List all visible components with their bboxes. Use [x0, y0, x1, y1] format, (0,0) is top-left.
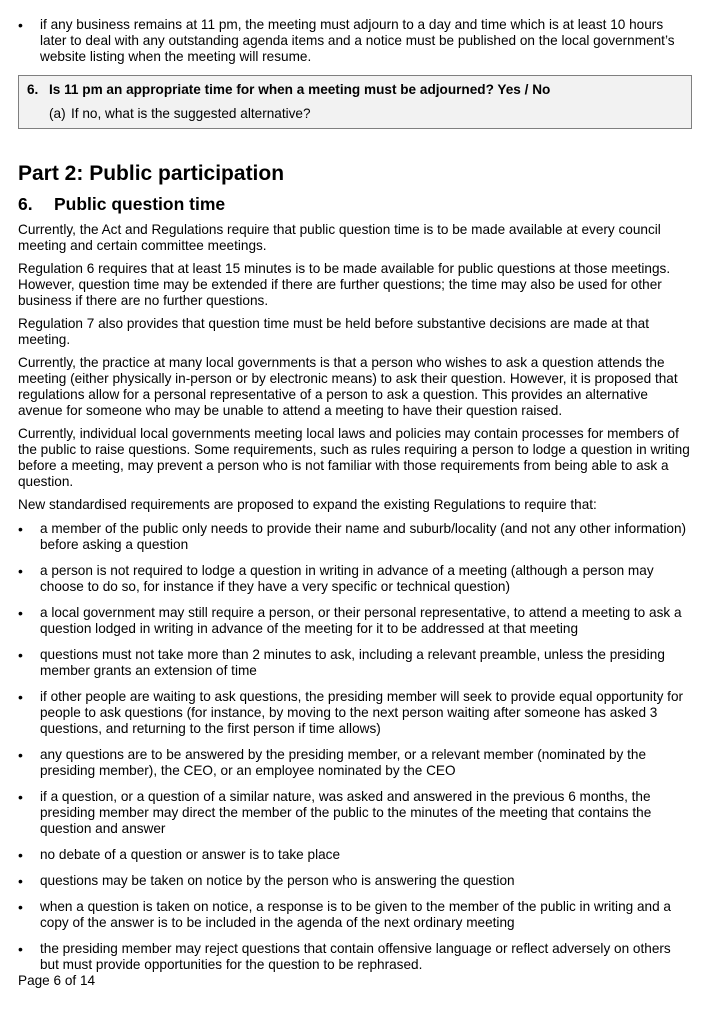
paragraph: Currently, individual local governments meeting local laws and policies may contain processes for members of the public to raise questions. Some requirements, such as rules requiring a person to lodge a question in writing before a meeting, may prevent a person who is not familiar with those requirements from being able to ask a question. [18, 426, 690, 489]
section-heading [18, 193, 692, 215]
paragraph: Currently, the Act and Regulations require that public question time is to be made available at every council meeting and certain committee meetings. [18, 222, 661, 253]
list-item: • when a question is taken on notice, a response is to be given to the member of the public in writing and a copy of the answer is to be included in the agenda of the next ordinary meeting [18, 899, 692, 931]
list-item: • a local government may still require a person, or their personal representative, to attend a meeting to ask a question lodged in writing in advance of the meeting for it to be addressed at that meeting [18, 605, 692, 637]
page-number: Page 6 of 14 [18, 973, 96, 988]
list-item: • the presiding member may reject questions that contain offensive language or reflect adversely on others but must provide opportunities for the question to be rephrased. [18, 941, 692, 973]
question-line [27, 82, 683, 98]
section-number: 6. [18, 194, 33, 214]
list-item: • a member of the public only needs to provide their name and suburb/locality (and not any other information) before asking a question [18, 521, 692, 553]
question-text: Is 11 pm an appropriate time for when a meeting must be adjourned? Yes / No [49, 82, 551, 97]
requirements-list [18, 521, 692, 973]
list-item: • any questions are to be answered by the presiding member, or a relevant member (nominated by the presiding member), the CEO, or an employee nominated by the CEO [18, 747, 692, 779]
paragraph: New standardised requirements are proposed to expand the existing Regulations to require that: [18, 497, 597, 512]
section-title: Public question time [54, 194, 226, 214]
sub-question-line [27, 106, 683, 122]
sub-question-text: If no, what is the suggested alternative? [71, 106, 311, 121]
list-item: • if any business remains at 11 pm, the meeting must adjourn to a day and time which is at least 10 hours later to deal with any outstanding agenda items and a notice must be published on the local government’s website listing when the meeting will resume. [18, 17, 692, 65]
paragraph: Regulation 7 also provides that question time must be held before substantive decisions are made at that meeting. [18, 316, 649, 347]
part-heading: Part 2: Public participation [18, 162, 285, 185]
sub-question-number: (a) [49, 106, 66, 121]
list-item: • a person is not required to lodge a question in writing in advance of a meeting (although a person may choose to do so, for instance if they have a very specific or technical question) [18, 563, 692, 595]
list-item: • if a question, or a question of a similar nature, was asked and answered in the previous 6 months, the presiding member may direct the member of the public to the minutes of the meeting that contains the question and answer [18, 789, 692, 837]
paragraph: Regulation 6 requires that at least 15 minutes is to be made available for public questions at those meetings. However, question time may be extended if there are further questions; the time may also be used for other business if there are no further questions. [18, 261, 671, 308]
list-item: • no debate of a question or answer is to take place [18, 847, 692, 863]
list-item: • questions must not take more than 2 minutes to ask, including a relevant preamble, unless the presiding member grants an extension of time [18, 647, 692, 679]
question-number: 6. [27, 82, 39, 97]
list-item: • if other people are waiting to ask questions, the presiding member will seek to provide equal opportunity for people to ask questions (for instance, by moving to the next person waiting after someone has asked 3 questions, and returning to the first person if time allows) [18, 689, 692, 737]
list-item: • questions may be taken on notice by the person who is answering the question [18, 873, 692, 889]
document-page [18, 0, 692, 973]
paragraph: Currently, the practice at many local governments is that a person who wishes to ask a question attends the meeting (either physically in-person or by electronic means) to ask their question. However, it is proposed that regulations allow for a personal representative of a person to ask a question. This provides an alternative avenue for someone who may be unable to attend a meeting to have their question raised. [18, 355, 678, 418]
question-box [18, 75, 692, 129]
